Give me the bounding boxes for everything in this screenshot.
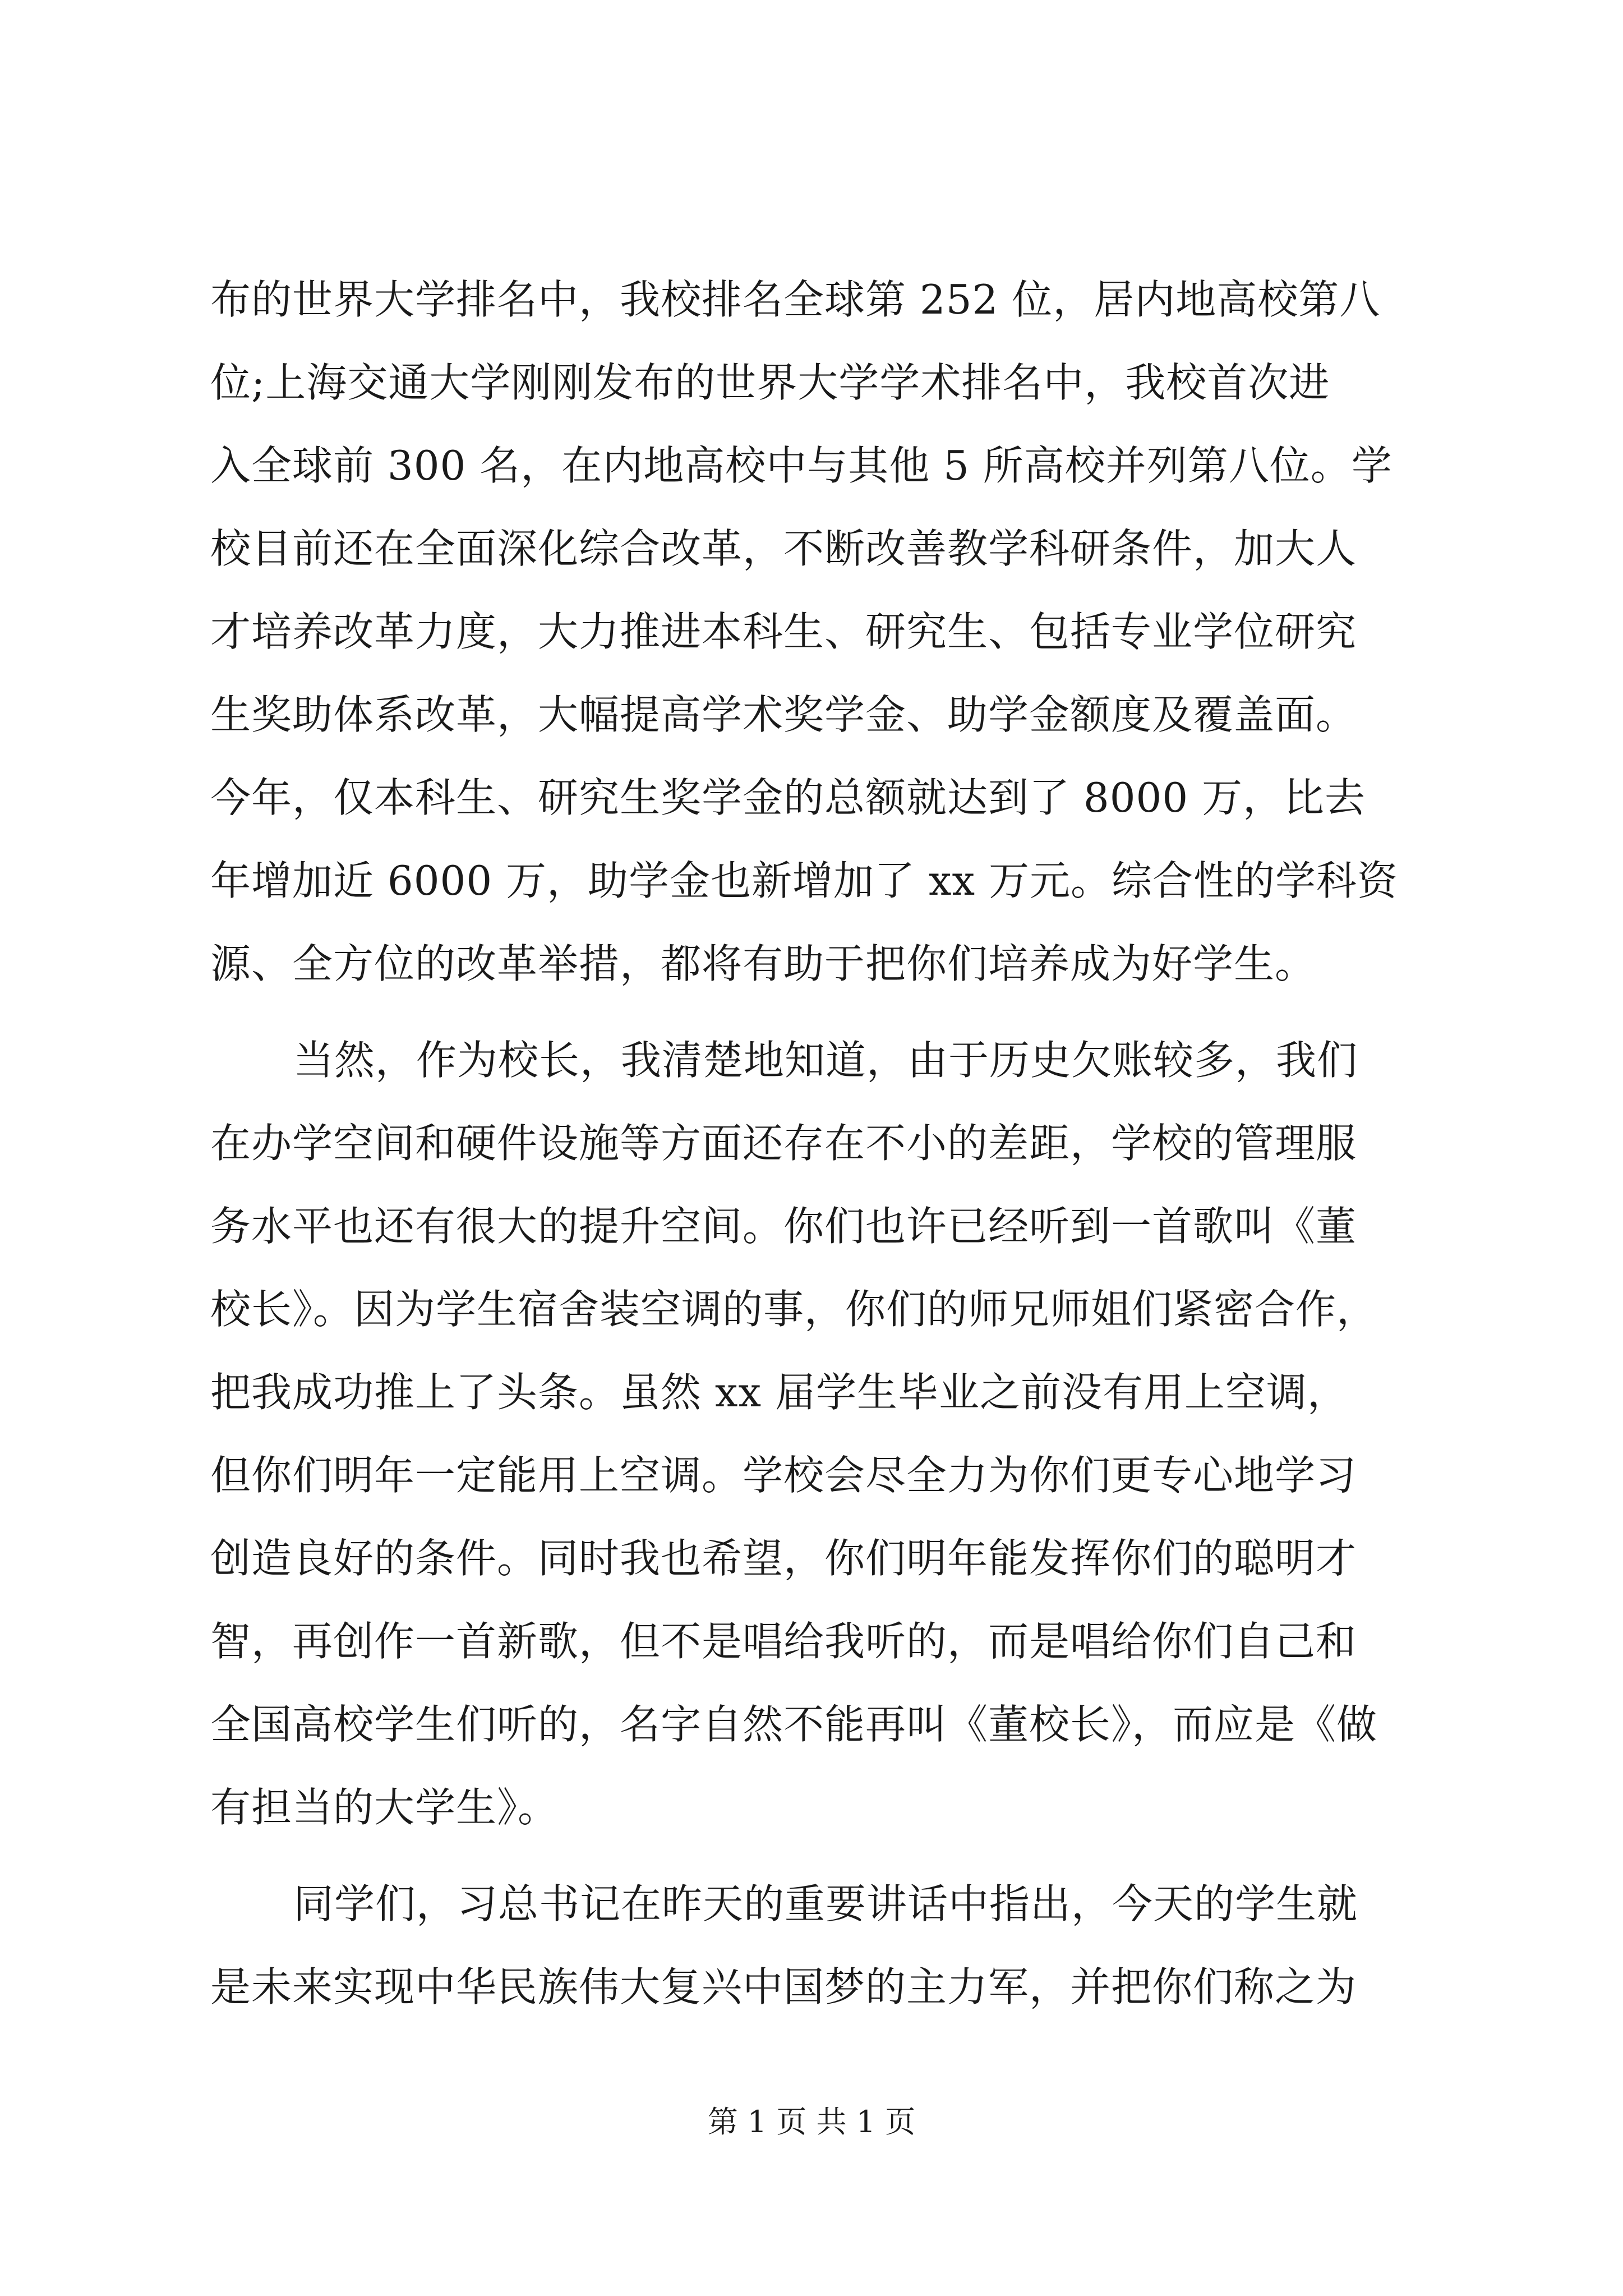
- paragraph-1-line-6: 生奖助体系改革，大幅提高学术奖学金、助学金额度及覆盖面。: [210, 691, 1357, 738]
- paragraph-1-line-9: 源、全方位的改革举措，都将有助于把你们培养成为好学生。: [210, 940, 1316, 987]
- paragraph-gap: [210, 1849, 1416, 1862]
- page-number-label: 第 1 页 共 1 页: [707, 2104, 916, 2139]
- paragraph-1-line-8: 年增加近 6000 万，助学金也新增加了 xx 万元。综合性的学科资: [210, 857, 1398, 904]
- paragraph-2-line-7: 创造良好的条件。同时我也希望，你们明年能发挥你们的聪明才: [210, 1535, 1357, 1582]
- paragraph-1-line-5: 才培养改革力度，大力推进本科生、研究生、包括专业学位研究: [210, 608, 1357, 655]
- paragraph-2-line-9: 全国高校学生们听的，名字自然不能再叫《董校长》，而应是《做: [210, 1701, 1378, 1748]
- paragraph-2-line-5: 把我成功推上了头条。虽然 xx 届学生毕业之前没有用上空调，: [210, 1369, 1348, 1416]
- paragraph-1-line-7: 今年，仅本科生、研究生奖学金的总额就达到了 8000 万，比去: [210, 774, 1366, 821]
- document-body: [210, 258, 1416, 2028]
- paragraph-2-line-8: 智，再创作一首新歌，但不是唱给我听的，而是唱给你们自己和: [210, 1618, 1357, 1665]
- paragraph-2-line-4: 校长》。因为学生宿舍装空调的事，你们的师兄师姐们紧密合作，: [210, 1286, 1378, 1333]
- paragraph-2-line-2: 在办学空间和硬件设施等方面还存在不小的差距，学校的管理服: [210, 1120, 1357, 1167]
- paragraph-2-line-6: 但你们明年一定能用上空调。学校会尽全力为你们更专心地学习: [210, 1452, 1357, 1499]
- paragraph-2-line-10: 有担当的大学生》。: [210, 1784, 559, 1831]
- paragraph-2-line-3: 务水平也还有很大的提升空间。你们也许已经听到一首歌叫《董: [210, 1203, 1357, 1250]
- paragraph-2-line-1: 当然，作为校长，我清楚地知道，由于历史欠账较多，我们: [293, 1037, 1358, 1084]
- paragraph-1-line-2: 位;上海交通大学刚刚发布的世界大学学术排名中，我校首次进: [210, 359, 1330, 406]
- page-footer: [0, 2098, 1623, 2141]
- paragraph-3-line-2: 是未来实现中华民族伟大复兴中国梦的主力军，并把你们称之为: [210, 1963, 1357, 2010]
- paragraph-1-line-4: 校目前还在全面深化综合改革，不断改善教学科研条件，加大人: [210, 525, 1357, 572]
- paragraph-3-line-1: 同学们，习总书记在昨天的重要讲话中指出，今天的学生就: [293, 1880, 1358, 1927]
- paragraph-1-line-1: 布的世界大学排名中，我校排名全球第 252 位，居内地高校第八: [210, 276, 1381, 323]
- paragraph-1-line-3: 入全球前 300 名，在内地高校中与其他 5 所高校并列第八位。学: [210, 442, 1393, 489]
- paragraph-gap: [210, 1005, 1416, 1019]
